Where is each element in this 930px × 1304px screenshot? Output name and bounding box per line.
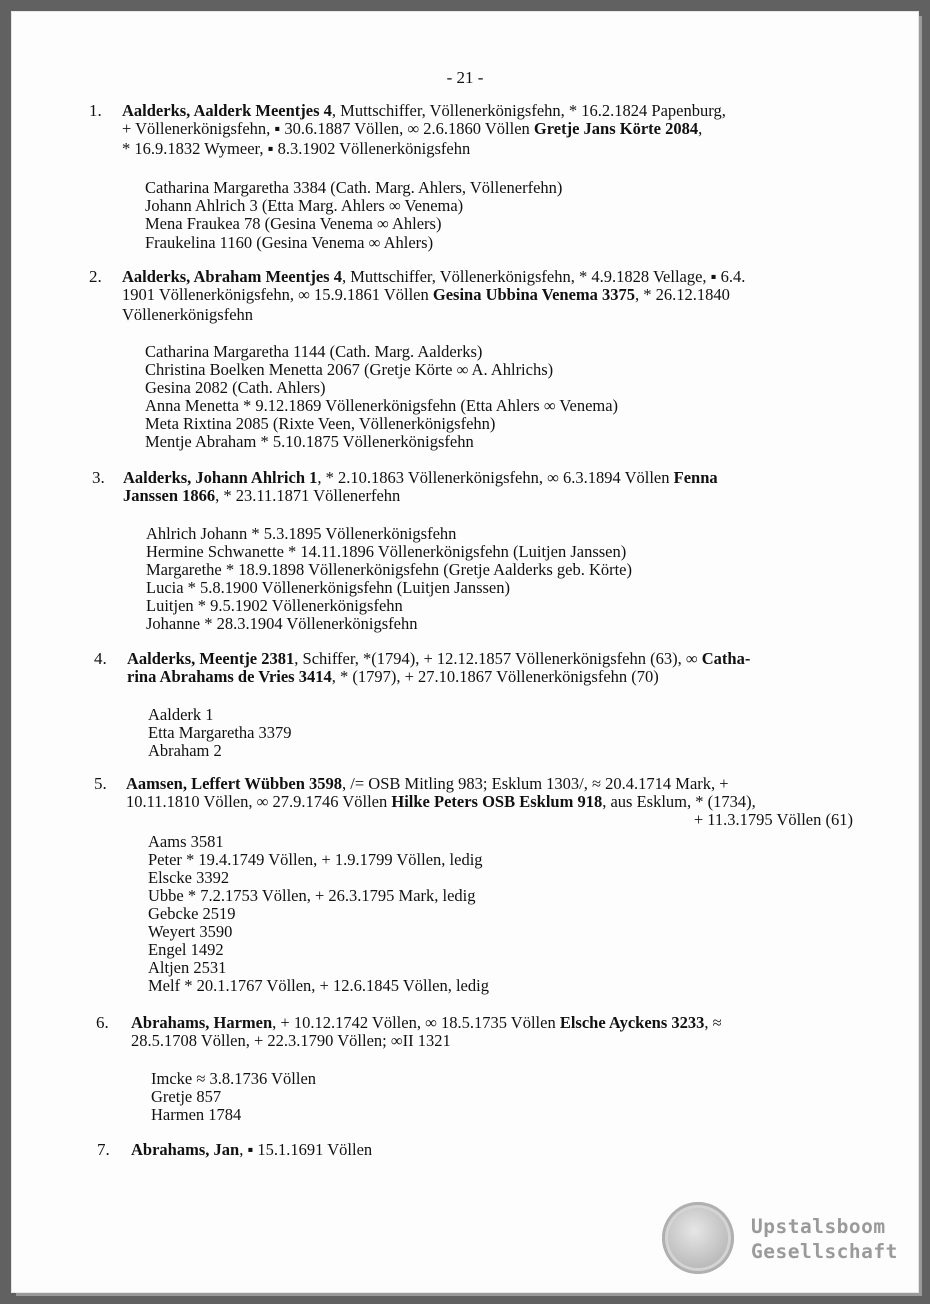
child-entry: Harmen 1784	[151, 1105, 242, 1124]
entry-number: 2.	[89, 267, 102, 286]
child-entry: Catharina Margaretha 1144 (Cath. Marg. Aalderks)	[145, 342, 483, 361]
child-entry: Mentje Abraham * 5.10.1875 Völlenerkönigsfehn	[145, 432, 474, 451]
child-entry: Johanne * 28.3.1904 Völlenerkönigsfehn	[146, 614, 418, 633]
entry-number: 6.	[96, 1013, 109, 1032]
person-name: Catha-	[701, 649, 751, 668]
entry-detail: + Völlenerkönigsfehn, ▪ 30.6.1887 Völlen, ∞ 2.6.1860 Völlen	[122, 119, 534, 138]
child-entry: Elscke 3392	[148, 868, 230, 887]
entry-number: 3.	[92, 468, 105, 487]
person-name: Aamsen, Leffert Wübben 3598	[126, 774, 343, 793]
child-entry: Margarethe * 18.9.1898 Völlenerkönigsfehn (Gretje Aalderks geb. Körte)	[146, 560, 633, 579]
entry-detail: ,	[698, 119, 703, 138]
child-entry: Catharina Margaretha 3384 (Cath. Marg. Ahlers, Völlenerfehn)	[145, 178, 563, 197]
entry-heading-line	[131, 1032, 451, 1050]
person-name: Aalderks, Abraham Meentjes 4	[122, 267, 342, 286]
upstalsboom-seal-logo	[662, 1202, 734, 1274]
entry-detail: , Schiffer, *(1794), + 12.12.1857 Völlenerkönigsfehn (63), ∞	[294, 649, 702, 668]
child-entry: Anna Menetta * 9.12.1869 Völlenerkönigsfehn (Etta Ahlers ∞ Venema)	[145, 396, 619, 415]
person-name: Gretje Jans Körte 2084	[533, 119, 699, 138]
entry-detail: , * 23.11.1871 Völlenerfehn	[215, 486, 401, 505]
person-name: Elsche Ayckens 3233	[559, 1013, 705, 1032]
society-name-line1: Upstalsboom	[751, 1215, 886, 1238]
entry-detail: , * (1797), + 27.10.1867 Völlenerkönigsfehn (70)	[331, 667, 659, 686]
child-entry: Fraukelina 1160 (Gesina Venema ∞ Ahlers)	[145, 233, 434, 252]
entry-heading-line	[122, 120, 702, 138]
child-entry: Ahlrich Johann * 5.3.1895 Völlenerkönigsfehn	[146, 524, 457, 543]
entry-heading-line	[122, 268, 745, 286]
page-number: - 21 -	[446, 68, 484, 87]
entry-heading-line	[131, 1141, 372, 1159]
entry-heading-line	[122, 306, 253, 324]
entry-detail: , ▪ 15.1.1691 Völlen	[239, 1140, 373, 1159]
child-entry: Aalderk 1	[148, 705, 214, 724]
entry-heading-line	[122, 286, 730, 304]
entry-number: 5.	[94, 774, 107, 793]
entry-detail: , aus Esklum, * (1734),	[602, 792, 756, 811]
entry-number: 1.	[89, 101, 102, 120]
entry-detail: , /= OSB Mitling 983; Esklum 1303/, ≈ 20.4.1714 Mark, +	[342, 774, 729, 793]
person-name: rina Abrahams de Vries 3414	[127, 667, 332, 686]
child-entry: Hermine Schwanette * 14.11.1896 Völlenerkönigsfehn (Luitjen Janssen)	[146, 542, 627, 561]
child-entry: Gesina 2082 (Cath. Ahlers)	[145, 378, 326, 397]
person-name: Fenna	[673, 468, 718, 487]
entry-heading-line	[123, 487, 400, 505]
entry-detail: Völlenerkönigsfehn	[122, 305, 254, 324]
entry-heading-line	[126, 775, 729, 793]
entry-number: 7.	[97, 1140, 110, 1159]
entry-detail: , ≈	[704, 1013, 722, 1032]
child-entry: Peter * 19.4.1749 Völlen, + 1.9.1799 Völlen, ledig	[148, 850, 483, 869]
child-entry: Imcke ≈ 3.8.1736 Völlen	[151, 1069, 317, 1088]
child-entry: Etta Margaretha 3379	[148, 723, 292, 742]
child-entry: Lucia * 5.8.1900 Völlenerkönigsfehn (Luitjen Janssen)	[146, 578, 510, 597]
child-entry: Engel 1492	[148, 940, 224, 959]
child-entry: Weyert 3590	[148, 922, 233, 941]
person-name: Abrahams, Jan	[131, 1140, 240, 1159]
child-entry: Aams 3581	[148, 832, 224, 851]
child-entry: Gebcke 2519	[148, 904, 236, 923]
child-entry: Altjen 2531	[148, 958, 227, 977]
child-entry: Ubbe * 7.2.1753 Völlen, + 26.3.1795 Mark, ledig	[148, 886, 476, 905]
entry-heading-line	[127, 668, 659, 686]
entry-heading-line	[694, 811, 853, 829]
person-name: Janssen 1866	[123, 486, 216, 505]
entry-heading-line	[131, 1014, 722, 1032]
entry-detail: , + 10.12.1742 Völlen, ∞ 18.5.1735 Völlen	[272, 1013, 560, 1032]
entry-detail: , Muttschiffer, Völlenerkönigsfehn, * 16.2.1824 Papenburg,	[331, 101, 726, 120]
person-name: Abrahams, Harmen	[131, 1013, 273, 1032]
entry-detail: , * 26.12.1840	[635, 285, 730, 304]
entry-heading-line	[123, 469, 718, 487]
child-entry: Meta Rixtina 2085 (Rixte Veen, Völlenerkönigsfehn)	[145, 414, 496, 433]
person-name: Aalderks, Meentje 2381	[127, 649, 295, 668]
child-entry: Christina Boelken Menetta 2067 (Gretje Körte ∞ A. Ahlrichs)	[145, 360, 554, 379]
entry-detail: 28.5.1708 Völlen, + 22.3.1790 Völlen; ∞II 1321	[131, 1031, 451, 1050]
entry-heading-line	[122, 102, 726, 120]
person-name: Aalderks, Aalderk Meentjes 4	[122, 101, 332, 120]
person-name: Hilke Peters OSB Esklum 918	[391, 792, 603, 811]
child-entry: Johann Ahlrich 3 (Etta Marg. Ahlers ∞ Venema)	[145, 196, 464, 215]
entry-detail: , * 2.10.1863 Völlenerkönigsfehn, ∞ 6.3.1894 Völlen	[317, 468, 674, 487]
society-name-line2: Gesellschaft	[751, 1240, 898, 1263]
entry-detail: 1901 Völlenerkönigsfehn, ∞ 15.9.1861 Völlen	[122, 285, 433, 304]
child-entry: Gretje 857	[151, 1087, 222, 1106]
society-name	[751, 1214, 898, 1264]
entry-number: 4.	[94, 649, 107, 668]
entry-heading-line	[127, 650, 750, 668]
person-name: Gesina Ubbina Venema 3375	[432, 285, 636, 304]
person-name: Aalderks, Johann Ahlrich 1	[123, 468, 318, 487]
entry-detail: + 11.3.1795 Völlen (61)	[693, 810, 853, 829]
entry-heading-line	[126, 793, 756, 811]
entry-detail: * 16.9.1832 Wymeer, ▪ 8.3.1902 Völlenerkönigsfehn	[122, 139, 471, 158]
child-entry: Luitjen * 9.5.1902 Völlenerkönigsfehn	[146, 596, 403, 615]
child-entry: Abraham 2	[148, 741, 222, 760]
entry-detail: 10.11.1810 Völlen, ∞ 27.9.1746 Völlen	[126, 792, 392, 811]
child-entry: Melf * 20.1.1767 Völlen, + 12.6.1845 Völlen, ledig	[148, 976, 489, 995]
child-entry: Mena Fraukea 78 (Gesina Venema ∞ Ahlers)	[145, 214, 442, 233]
entry-heading-line	[122, 140, 470, 158]
entry-detail: , Muttschiffer, Völlenerkönigsfehn, * 4.9.1828 Vellage, ▪ 6.4.	[341, 267, 746, 286]
